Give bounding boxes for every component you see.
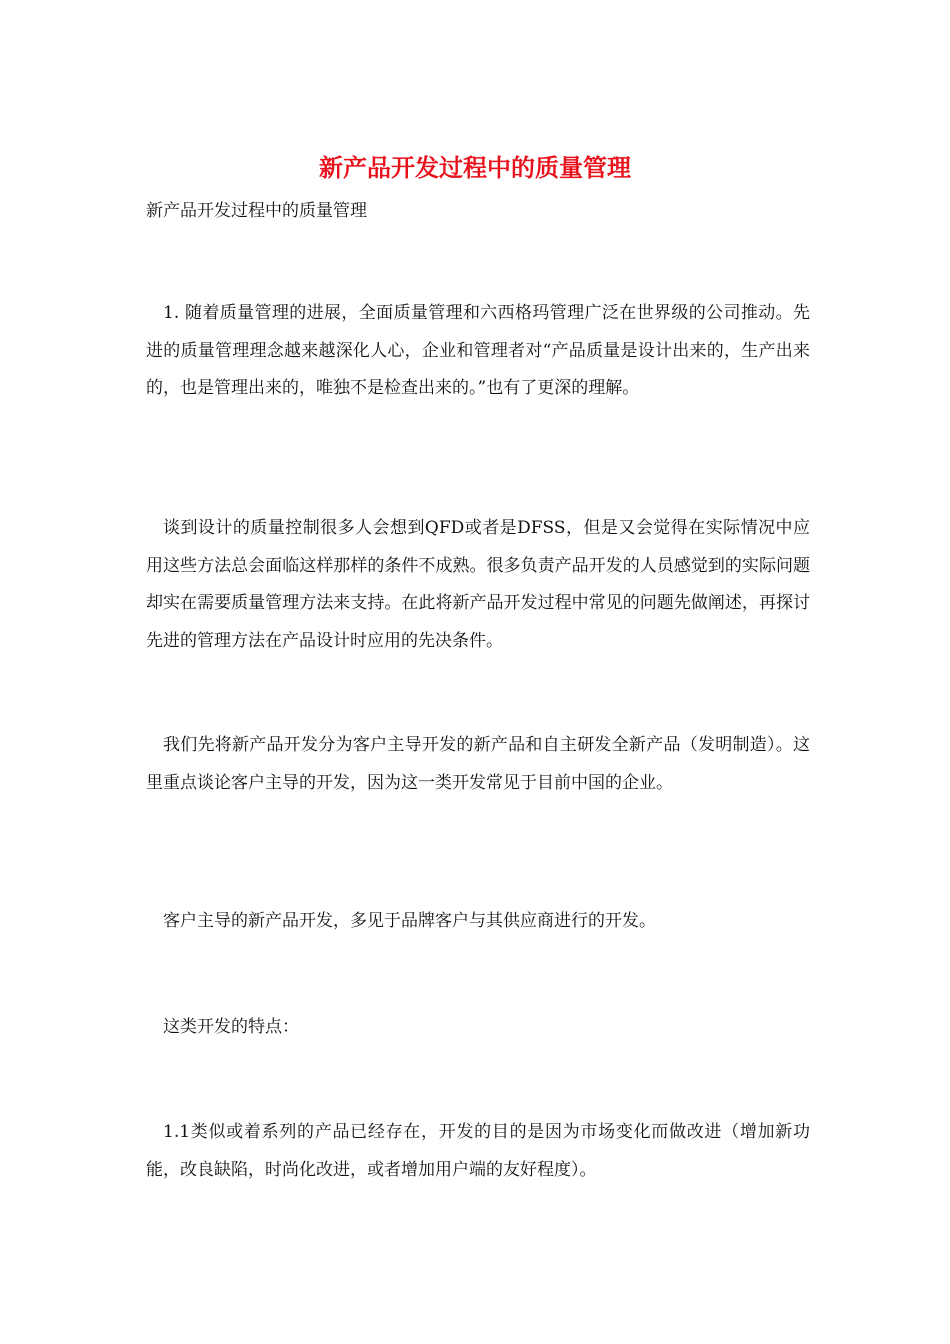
document-subtitle: 新产品开发过程中的质量管理 bbox=[146, 201, 367, 221]
paragraph-5: 这类开发的特点： bbox=[163, 1017, 299, 1037]
paragraph-3: 我们先将新产品开发分为客户主导开发的新产品和自主研发全新产品（发明制造）。这里重点谈论客户主导的开发，因为这一类开发常见于目前中国的企业。 bbox=[146, 735, 810, 793]
paragraph-6: 1.1类似或着系列的产品已经存在，开发的目的是因为市场变化而做改进（增加新功能，改良缺陷，时尚化改进，或者增加用户端的友好程度）。 bbox=[146, 1122, 810, 1180]
document-title: 新产品开发过程中的质量管理 bbox=[319, 153, 631, 182]
paragraph-4: 客户主导的新产品开发，多见于品牌客户与其供应商进行的开发。 bbox=[163, 911, 656, 931]
paragraph-2: 谈到设计的质量控制很多人会想到QFD或者是DFSS，但是又会觉得在实际情况中应用这些方法总会面临这样那样的条件不成熟。很多负责产品开发的人员感觉到的实际问题却实在需要质量管理方法来支持。在此将新产品开发过程中常见的问题先做阐述，再探讨先进的管理方法在产品设计时应用的先决条件。 bbox=[146, 518, 810, 651]
paragraph-1: 1. 随着质量管理的进展，全面质量管理和六西格玛管理广泛在世界级的公司推动。先进的质量管理理念越来越深化人心，企业和管理者对“产品质量是设计出来的，生产出来的，也是管理出来的，唯独不是检查出来的。”也有了更深的理解。 bbox=[146, 303, 810, 398]
